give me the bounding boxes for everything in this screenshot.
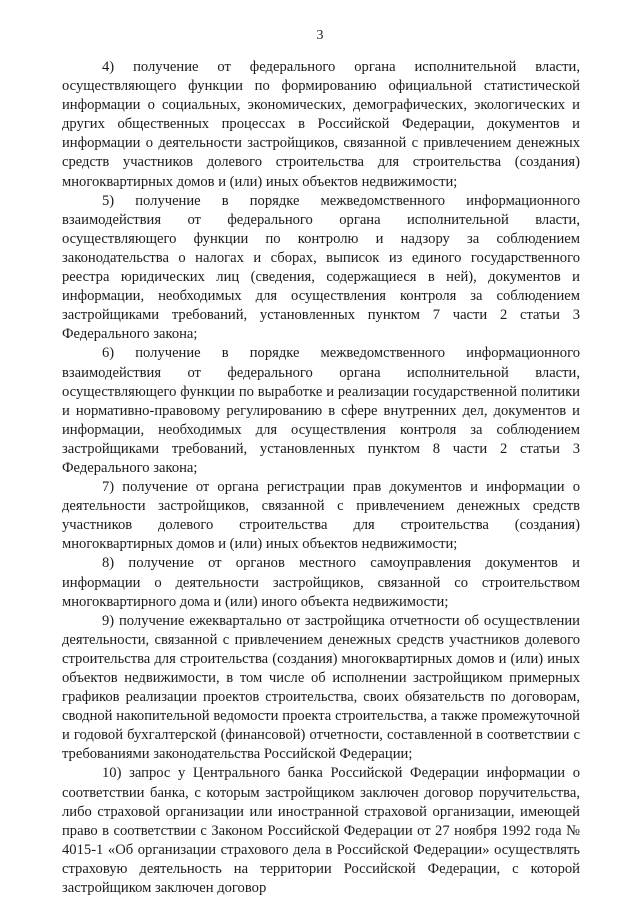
paragraph-item-10: 10) запрос у Центрального банка Российской Федерации информации о соответствии банка, с которым застройщиком заключен договор поручительства, либо страховой организации или иностранной страховой организации, имеющей право в соответствии с Законом Российской Федерации от 27 ноября 1992 года № 4015-1 «Об организации страхового дела в Российской Федерации» осуществлять страховую деятельность на территории Российской Федерации, с которой застройщиком заключен договор bbox=[62, 765, 580, 897]
paragraph-item-4: 4) получение от федерального органа исполнительной власти, осуществляющего функции по формированию официальной статистической информации о социальных, экономических, демографических, экологических и других общественных процессах в Российской Федерации, документов и информации о деятельности застройщиков, связанной с привлечением денежных средств участников долевого строительства для строительства (создания) многоквартирных домов и (или) иных объектов недвижимости; bbox=[62, 59, 580, 190]
paragraph-item-8: 8) получение от органов местного самоуправления документов и информации о деятельности застройщиков, связанной со строительством многоквартирного дома и (или) иного объекта недвижимости; bbox=[62, 555, 580, 610]
document-body bbox=[62, 58, 580, 898]
paragraph-item-7: 7) получение от органа регистрации прав документов и информации о деятельности застройщиков, связанной с привлечением денежных средств участников долевого строительства для строительства (создания) многоквартирных домов и (или) иных объектов недвижимости; bbox=[62, 479, 580, 553]
paragraph-item-6: 6) получение в порядке межведомственного информационного взаимодействия от федерального органа исполнительной власти, осуществляющего функции по выработке и реализации государственной политики и нормативно-правовому регулированию в сфере внутренних дел, документов и информации, необходимых для осуществления контроля за соблюдением застройщиками требований, установленных пунктом 8 части 2 статьи 3 Федерального закона; bbox=[62, 345, 580, 476]
page-number: 3 bbox=[316, 28, 324, 43]
paragraph-item-9: 9) получение ежеквартально от застройщика отчетности об осуществлении деятельности, связанной с привлечением денежных средств участников долевого строительства для строительства (создания) многоквартирных домов и (или) иных объектов недвижимости, в том числе об исполнении застройщиком примерных графиков реализации проектов строительства, своих обязательств по договорам, сводной накопительной ведомости проекта строительства, а также промежуточной и годовой бухгалтерской (финансовой) отчетности, составленной в соответствии с требованиями законодательства Российской Федерации; bbox=[62, 612, 580, 763]
paragraph-item-5: 5) получение в порядке межведомственного информационного взаимодействия от федерального органа исполнительной власти, осуществляющего функции по контролю и надзору за соблюдением законодательства о налогах и сборах, выписок из единого государственного реестра юридических лиц (сведения, содержащиеся в ней), документов и информации, необходимых для осуществления контроля за соблюдением застройщиками требований, установленных пунктом 7 части 2 статьи 3 Федерального закона; bbox=[62, 192, 580, 343]
